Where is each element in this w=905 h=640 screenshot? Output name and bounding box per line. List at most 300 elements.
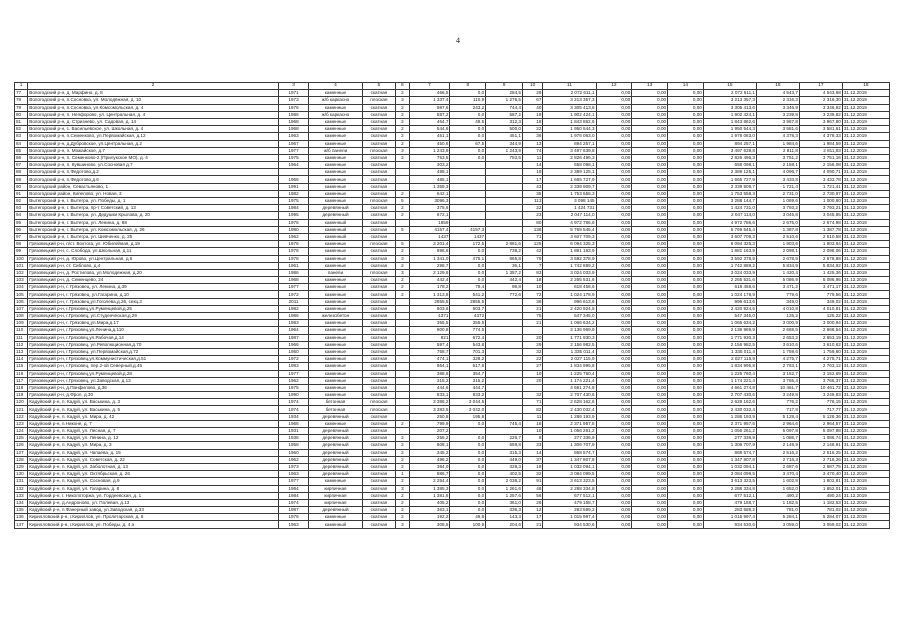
table-row <box>15 435 890 442</box>
table-cell: 1972 <box>278 291 309 298</box>
table-cell: 0,00 <box>632 463 668 470</box>
table-cell: 91 <box>522 478 542 485</box>
table-cell: 3 592 378,9 <box>543 255 596 262</box>
table-cell: 49,5 <box>450 118 486 125</box>
table-cell: 0,00 <box>668 284 704 291</box>
table-cell: 1950 <box>278 348 309 355</box>
table-cell: 4 378,33 <box>799 133 842 140</box>
table-cell: каменные <box>309 241 362 248</box>
table-cell: 485,1 <box>409 176 450 183</box>
table-row <box>15 514 890 521</box>
table-cell <box>396 305 409 312</box>
table-cell: 71 <box>522 233 542 240</box>
table-cell: скатная <box>362 90 396 97</box>
table-cell: Грязовецкий р-н, г. Грязовец,ул.Мира,д.17 <box>28 320 278 327</box>
table-cell: 315,2 <box>450 377 486 384</box>
table-cell: 2 027 115,9 <box>703 356 756 363</box>
table-cell: 1963 <box>278 471 309 478</box>
table-cell: 3 044,5 <box>450 399 486 406</box>
table-cell <box>396 370 409 377</box>
table-cell: 31.12.2019 <box>842 169 889 176</box>
table-cell: Вологодский р-н, п.Федотово,д.6 <box>28 176 278 183</box>
table-cell: 781,0 <box>756 507 799 514</box>
table-cell: 0,00 <box>668 499 704 506</box>
table-cell: 2 653,2 <box>756 334 799 341</box>
column-number-cell: 11 <box>543 83 596 90</box>
table-cell: 84 <box>15 140 28 147</box>
table-cell: Вологодский р-н, д. Марфино, д. 8 <box>28 90 278 97</box>
table-cell: 3 793,21 <box>799 205 842 212</box>
table-row <box>15 183 890 190</box>
table-cell: 490,24 <box>799 492 842 499</box>
table-cell: скатная <box>362 492 396 499</box>
table-cell: 3 610,62 <box>799 341 842 348</box>
table-cell: Вологодский район, Кипелово, ул. Новая, 3 <box>28 190 278 197</box>
table-cell: 120 <box>15 399 28 406</box>
table-cell: 31.12.2019 <box>842 334 889 341</box>
table-cell: скатная <box>362 284 396 291</box>
table-cell: 100 <box>15 255 28 262</box>
table-cell: 2 047 114,0 <box>703 212 756 219</box>
table-cell: Грязовецкий р-н, д. Семенцево, 24 <box>28 277 278 284</box>
table-cell: 31.12.2019 <box>842 471 889 478</box>
table-cell: 3 <box>396 255 409 262</box>
table-cell: 1 359,3 <box>409 183 450 190</box>
table-cell: 1 306 707,9 <box>703 442 756 449</box>
table-cell: 1975 <box>278 198 309 205</box>
table-cell: 3 497 639,8 <box>543 147 596 154</box>
table-row <box>15 169 890 176</box>
table-cell: 3 610,6 <box>756 341 799 348</box>
table-cell: 1976 <box>278 241 309 248</box>
table-cell: 283 589,2 <box>703 507 756 514</box>
table-cell: 466,5 <box>409 90 450 97</box>
table-cell: скатная <box>362 248 396 255</box>
table-cell: скатная <box>362 456 396 463</box>
table-cell: 0,0 <box>450 90 486 97</box>
table-row <box>15 356 890 363</box>
table-cell: 464,7 <box>409 118 450 125</box>
table-row <box>15 492 890 499</box>
table-cell: 2 371 957,5 <box>543 420 596 427</box>
table-cell: 31.12.2019 <box>842 255 889 262</box>
table-cell: 0,0 <box>450 492 486 499</box>
table-cell: 0,00 <box>632 305 668 312</box>
table-cell: 133 <box>15 492 28 499</box>
table-cell: 303,2 <box>409 162 450 169</box>
table-cell: 143,3 <box>486 514 523 521</box>
table-cell: 90 <box>15 183 28 190</box>
table-cell: 1 056 261,2 <box>703 428 756 435</box>
table-cell: 328,3 <box>486 463 523 470</box>
table-cell: 0,00 <box>668 428 704 435</box>
table-cell: 1859 <box>409 219 450 226</box>
table-cell: 0,00 <box>668 413 704 420</box>
column-number-cell: 15 <box>703 83 756 90</box>
table-cell: 2 687,6 <box>756 463 799 470</box>
table-cell: 4 543,68 <box>799 90 842 97</box>
table-cell: 284,5 <box>486 90 523 97</box>
table-cell: 31.12.2019 <box>842 248 889 255</box>
table-cell: 11 <box>522 154 542 161</box>
table-cell: 315,2 <box>409 377 450 384</box>
table-cell <box>396 169 409 176</box>
table-cell: 3 249,8 <box>756 392 799 399</box>
table-cell: 0,00 <box>596 97 632 104</box>
table-cell: 0,00 <box>596 471 632 478</box>
table-cell: 1971 <box>278 90 309 97</box>
column-number-cell: 4 <box>309 83 362 90</box>
table-cell: 0,0 <box>450 248 486 255</box>
table-cell: 136 <box>15 514 28 521</box>
table-cell: 0,00 <box>668 377 704 384</box>
table-cell: каменные <box>309 248 362 255</box>
table-cell: каменные <box>309 348 362 355</box>
table-cell: 776,15 <box>799 399 842 406</box>
table-cell: 2 628 162,6 <box>543 399 596 406</box>
table-cell <box>396 176 409 183</box>
table-cell: 31.12.2019 <box>842 269 889 276</box>
table-cell: 2 716,3 <box>756 456 799 463</box>
table-cell <box>450 176 486 183</box>
table-cell: 80 <box>522 219 542 226</box>
table-row <box>15 118 890 125</box>
table-cell: 2 <box>396 111 409 118</box>
table-cell: 31.12.2019 <box>842 284 889 291</box>
table-cell: скатная <box>362 334 396 341</box>
table-cell: 0,00 <box>596 456 632 463</box>
table-cell: скатная <box>362 348 396 355</box>
table-cell: 1 834 995,8 <box>543 363 596 370</box>
table-cell: каменные <box>309 298 362 305</box>
table-cell: плоская <box>362 399 396 406</box>
table-cell: 2 339 909,7 <box>703 183 756 190</box>
column-number-cell: 18 <box>842 83 889 90</box>
table-cell: 31.12.2019 <box>842 140 889 147</box>
table-cell: 31.12.2019 <box>842 190 889 197</box>
table-cell: 1 066 634,2 <box>703 320 756 327</box>
table-cell: 1 602,81 <box>799 478 842 485</box>
column-number-cell: 12 <box>596 83 632 90</box>
table-cell: 3 201,4 <box>409 241 450 248</box>
table-cell: 0,00 <box>632 399 668 406</box>
table-cell: 2 <box>396 248 409 255</box>
table-cell: Грязовецкий р-н, г. Грязовец, ул.Гагарина, д.10 <box>28 291 278 298</box>
table-cell: 444,6 <box>409 384 450 391</box>
table-cell: 31.12.2019 <box>842 147 889 154</box>
table-cell: 0,00 <box>596 126 632 133</box>
table-cell: 402,5 <box>486 471 523 478</box>
table-cell: 2 <box>396 463 409 470</box>
table-cell: 13 <box>522 140 542 147</box>
table-cell: 496,2 <box>409 456 450 463</box>
table-cell: 1982 <box>278 190 309 197</box>
table-cell: 31.12.2019 <box>842 104 889 111</box>
table-cell: 0,00 <box>632 413 668 420</box>
table-cell: 2 <box>396 507 409 514</box>
table-cell: Вытегорский р-н, г. Вытегра, ул. Ленина, д. 88 <box>28 219 278 226</box>
table-cell: 31.12.2019 <box>842 133 889 140</box>
table-cell: 2011 <box>278 298 309 305</box>
table-cell: скатная <box>362 413 396 420</box>
table-cell: 3 613 323,5 <box>543 478 596 485</box>
table-cell <box>486 219 523 226</box>
table-cell: 0,00 <box>596 356 632 363</box>
table-cell: 0,00 <box>668 219 704 226</box>
table-row <box>15 428 890 435</box>
table-cell: 0,00 <box>632 248 668 255</box>
table-cell: 2 288 334,8 <box>703 485 756 492</box>
table-cell: 1976 <box>278 219 309 226</box>
table-cell: 498,1 <box>409 169 450 176</box>
table-cell: 0,00 <box>668 248 704 255</box>
column-number-cell: 5 <box>362 83 396 90</box>
table-cell <box>396 233 409 240</box>
table-cell: 0,00 <box>632 471 668 478</box>
table-cell: 4 661 274,8 <box>703 384 756 391</box>
table-cell: 2 158,08 <box>799 162 842 169</box>
table-row <box>15 176 890 183</box>
table-cell: 1934 <box>278 413 309 420</box>
table-cell: каменные <box>309 334 362 341</box>
table-cell: 0,00 <box>668 97 704 104</box>
table-cell: 0,0 <box>450 126 486 133</box>
table-cell: 2 <box>396 262 409 269</box>
table-cell: 2 510,6 <box>756 233 799 240</box>
table-row <box>15 478 890 485</box>
table-cell: 603,6 <box>409 305 450 312</box>
table-row <box>15 269 890 276</box>
table-cell: 2 288 334,8 <box>543 485 596 492</box>
table-cell: 2 098,06 <box>799 248 842 255</box>
table-cell: 658 098,1 <box>703 162 756 169</box>
table-cell: 31.12.2019 <box>842 428 889 435</box>
table-cell: ж/б панели <box>309 147 362 154</box>
table-cell: Грязовецкий р-н, с. Слобода, ул.Школьная, д.11 <box>28 248 278 255</box>
table-cell: скатная <box>362 471 396 478</box>
table-cell: 12 <box>522 507 542 514</box>
table-cell: кирпичная <box>309 492 362 499</box>
table-cell: каменные <box>309 327 362 334</box>
table-cell: 100,9 <box>450 521 486 528</box>
table-cell: 31.12.2019 <box>842 406 889 413</box>
table-cell: 0,00 <box>596 298 632 305</box>
table-cell: 1 174 221,4 <box>543 377 596 384</box>
table-cell: деревянный <box>309 413 362 420</box>
table-cell: каменный <box>309 219 362 226</box>
table-cell: 7 <box>522 262 542 269</box>
table-row <box>15 420 890 427</box>
table-cell: скатная <box>362 384 396 391</box>
table-cell: 3 024 033,9 <box>703 269 756 276</box>
table-cell: 3 059,0 <box>756 521 799 528</box>
table-cell: 0,00 <box>596 370 632 377</box>
table-cell: 384,0 <box>409 463 450 470</box>
table-row <box>15 463 890 470</box>
table-cell: 1 978 063,0 <box>703 133 756 140</box>
table-cell: 1977 <box>278 478 309 485</box>
table-cell: 99 <box>15 248 28 255</box>
table-cell: 4157,3 <box>450 226 486 233</box>
table-row <box>15 147 890 154</box>
table-cell: 608,1 <box>409 442 450 449</box>
table-cell: деревянный <box>309 435 362 442</box>
table-cell: 226,7 <box>486 435 523 442</box>
table-cell: 642,1 <box>409 190 450 197</box>
table-cell: скатная <box>362 499 396 506</box>
table-cell: 0,00 <box>596 463 632 470</box>
table-cell: 75 <box>522 313 542 320</box>
table-cell: 363,1 <box>409 507 450 514</box>
table-cell: 2 826 496,3 <box>543 154 596 161</box>
table-cell: 0,00 <box>596 334 632 341</box>
table-row <box>15 363 890 370</box>
table-cell: 701,3 <box>450 348 486 355</box>
table-cell: 1 950 544,3 <box>703 126 756 133</box>
column-number-cell: 17 <box>799 83 842 90</box>
table-cell: 0,00 <box>632 492 668 499</box>
table-cell: 0,00 <box>668 298 704 305</box>
table-cell: 672,4 <box>450 334 486 341</box>
table-cell: 2 <box>396 277 409 284</box>
table-cell: 82 <box>522 406 542 413</box>
table-cell: 31.12.2019 <box>842 478 889 485</box>
table-cell: 2 420 924,5 <box>703 305 756 312</box>
table-cell: 1936 <box>278 435 309 442</box>
table-cell: 0,00 <box>632 428 668 435</box>
table-cell: 32 <box>522 348 542 355</box>
table-cell: 1 276,5 <box>486 97 523 104</box>
table-cell: ж/б каркасно <box>309 111 362 118</box>
table-cell: 255,2 <box>409 435 450 442</box>
table-cell: 1963 <box>278 133 309 140</box>
table-cell: Кирилловский р-н, г.Кириллов, ул. Победы, д. 4 а <box>28 521 278 528</box>
table-row <box>15 154 890 161</box>
table-cell: 0,00 <box>668 320 704 327</box>
table-cell <box>486 205 523 212</box>
table-cell: 1 335 011,4 <box>703 348 756 355</box>
table-cell: 113 <box>15 348 28 355</box>
table-cell: каменные <box>309 154 362 161</box>
table-cell: 0,00 <box>668 90 704 97</box>
table-cell: 5 086,9 <box>756 277 799 284</box>
table-cell: 618 458,6 <box>703 284 756 291</box>
table-cell: 0,00 <box>632 205 668 212</box>
table-cell: 1995 <box>278 212 309 219</box>
table-cell: 2 <box>396 492 409 499</box>
table-cell: 2 668,5 <box>756 327 799 334</box>
table-cell <box>396 334 409 341</box>
table-cell: 2 <box>396 140 409 147</box>
table-cell: 543,8 <box>450 341 486 348</box>
table-cell: 20 <box>522 334 542 341</box>
table-cell: каменные <box>309 176 362 183</box>
table-cell: 2 <box>396 118 409 125</box>
table-cell: 113 <box>522 198 542 205</box>
table-row <box>15 507 890 514</box>
table-cell: 72 <box>522 291 542 298</box>
table-cell: 122 <box>15 413 28 420</box>
table-cell: 1987 <box>278 507 309 514</box>
table-cell: 0,00 <box>632 126 668 133</box>
table-cell <box>396 363 409 370</box>
table-cell: Кадуйский р-н, г. Николоторжа, ул. Гордеевская, д. 1 <box>28 492 278 499</box>
table-cell <box>450 212 486 219</box>
table-cell: 1 243,9 <box>409 147 450 154</box>
table-cell: 475,1 <box>450 255 486 262</box>
table-cell: 2 678,9 <box>756 255 799 262</box>
table-cell: 4 275,71 <box>799 356 842 363</box>
table-cell: 717,77 <box>799 406 842 413</box>
table-cell: Грязовецкий р-н, д.Панфилово, д.36 <box>28 384 278 391</box>
table-cell: 81 <box>15 118 28 125</box>
table-cell: 43 <box>522 183 542 190</box>
table-cell: 178,2 <box>409 284 450 291</box>
table-cell: 0,00 <box>632 241 668 248</box>
table-cell: 17 <box>522 514 542 521</box>
table-cell: 442,4 <box>409 277 450 284</box>
table-cell: 2 763,1 <box>756 363 799 370</box>
table-cell <box>486 162 523 169</box>
table-cell: Кадуйский р-н, п. Кадуй, ул. Заболотная, д. 13 <box>28 463 278 470</box>
table-cell: 31.12.2019 <box>842 183 889 190</box>
table-cell: 0,00 <box>632 133 668 140</box>
table-cell: скатная <box>362 126 396 133</box>
table-cell: кирпичная <box>309 499 362 506</box>
table-cell: 349,0 <box>756 298 799 305</box>
table-cell: 3 346,92 <box>799 104 842 111</box>
table-cell: 107 <box>15 305 28 312</box>
table-cell: 4 378,3 <box>756 133 799 140</box>
table-cell: 0,0 <box>450 262 486 269</box>
table-cell: 4 096,7 <box>756 169 799 176</box>
table-cell: 0,00 <box>668 198 704 205</box>
table-cell: 3 152,69 <box>799 370 842 377</box>
table-cell: 97 <box>15 233 28 240</box>
table-cell: 1 753 558,3 <box>703 190 756 197</box>
table-cell: 451,1 <box>486 133 523 140</box>
table-cell: 1 357,2 <box>486 269 523 276</box>
table-cell: 1966 <box>278 176 309 183</box>
table-cell <box>486 341 523 348</box>
table-cell: 110 <box>15 327 28 334</box>
table-cell: 3 751,16 <box>799 154 842 161</box>
table-cell: 0,00 <box>632 392 668 399</box>
table-cell: деревянный <box>309 212 362 219</box>
table-cell: 31.12.2019 <box>842 521 889 528</box>
table-cell: 14 <box>522 449 542 456</box>
table-cell: 6 094 325,3 <box>703 241 756 248</box>
table-cell: 2 430 032,4 <box>703 406 756 413</box>
table-cell: 33 <box>522 442 542 449</box>
table-cell: 0,00 <box>596 420 632 427</box>
table-cell: 2 <box>396 205 409 212</box>
table-cell: 3 581,6 <box>756 126 799 133</box>
table-cell: 0,00 <box>668 241 704 248</box>
table-cell: 31.12.2019 <box>842 241 889 248</box>
table-cell: 0,00 <box>668 140 704 147</box>
table-cell: скатная <box>362 133 396 140</box>
table-cell: 1966 <box>278 420 309 427</box>
table-cell: 3 024 033,9 <box>543 269 596 276</box>
table-cell: каменные <box>309 478 362 485</box>
column-number-cell: 16 <box>756 83 799 90</box>
table-cell: 779,56 <box>799 291 842 298</box>
table-cell: Кадуйский р-н, п. Кадуй, ул. Советская, д. 22 <box>28 456 278 463</box>
table-cell: скатная <box>362 233 396 240</box>
table-cell: 1958 <box>278 442 309 449</box>
table-cell <box>396 377 409 384</box>
